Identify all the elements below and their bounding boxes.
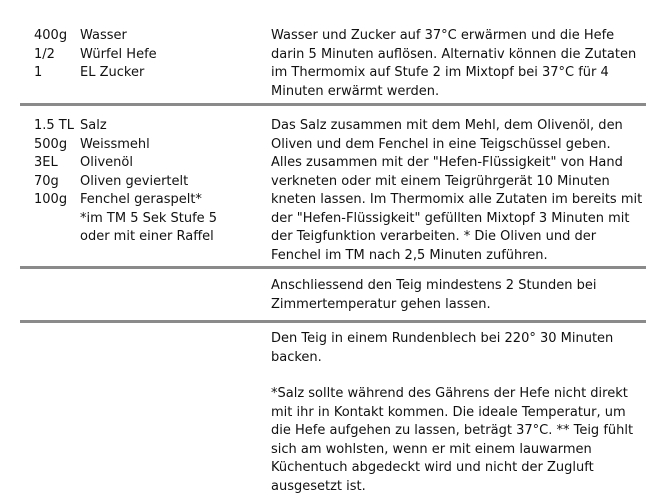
ingredient-list — [34, 27, 254, 83]
section-divider — [20, 266, 646, 269]
instruction-text — [271, 117, 643, 265]
ingredient-row — [34, 117, 254, 136]
ingredient-quantity: 1/2 — [34, 46, 55, 62]
ingredient-name: Olivenöl — [80, 155, 133, 170]
ingredient-name: Fenchel geraspelt* — [80, 192, 202, 207]
ingredient-name: Würfel Hefe — [80, 46, 157, 62]
ingredient-note: *im TM 5 Sek Stufe 5 — [80, 210, 218, 226]
footnote-paragraph: *Salz sollte während des Gährens der Hefe nicht direkt mit ihr in Kontakt kommen. Die ideale Temperatur, um die Hefe aufgehen zu lassen, beträgt 37°C. ** Teig fühlt sich am wohlsten, wenn er mit einem lauwarmen Küchentuch abgedeckt wird und nicht der Zugluft ausgesetzt ist. — [271, 386, 634, 494]
ingredient-name: Oliven geviertelt — [80, 173, 189, 189]
instruction-text — [271, 277, 643, 314]
ingredient-quantity: 1.5 TL — [34, 118, 74, 133]
ingredient-quantity: 400g — [34, 28, 68, 43]
ingredient-quantity: 500g — [34, 136, 68, 152]
ingredient-note: oder mit einer Raffel — [80, 229, 214, 244]
ingredient-row — [34, 64, 254, 83]
ingredient-name: Salz — [80, 118, 107, 133]
ingredient-row — [34, 136, 254, 155]
ingredient-row — [34, 191, 254, 210]
instruction-paragraph: Das Salz zusammen mit dem Mehl, dem Olivenöl, den Oliven und dem Fenchel in eine Teigschüssel geben. Alles zusammen mit der "Hefen-Flüssigkeit" von Hand verkneten oder mit einem Teigrührgerät 10 Minuten kneten lassen. Im Thermomix alle Zutaten im bereits mit der "Hefen-Flüssigkeit" gefüllten Mixtopf 3 Minuten mit der Teigfunktion verarbeiten. * Die Oliven und der Fenchel im TM nach 2,5 Minuten zuführen. — [271, 118, 643, 263]
instruction-paragraph: Den Teig in einem Rundenblech bei 220° 30 Minuten backen. — [271, 331, 614, 365]
ingredient-name: Weissmehl — [80, 136, 150, 152]
ingredient-quantity: 1 — [34, 65, 43, 80]
instruction-text — [271, 330, 643, 496]
instruction-text — [271, 27, 643, 101]
ingredient-note-row — [34, 228, 254, 247]
ingredient-name: EL Zucker — [80, 65, 145, 80]
instruction-paragraph: Wasser und Zucker auf 37°C erwärmen und die Hefe darin 5 Minuten auflösen. Alternativ können die Zutaten im Thermomix auf Stufe 2 im Mixtopf bei 37°C für 4 Minuten erwärmt werden. — [271, 28, 637, 99]
ingredient-note-row — [34, 210, 254, 229]
ingredient-row — [34, 27, 254, 46]
ingredient-row — [34, 173, 254, 192]
ingredient-quantity: 3EL — [34, 155, 58, 170]
ingredient-list — [34, 117, 254, 247]
instruction-paragraph: Anschliessend den Teig mindestens 2 Stunden bei Zimmertemperatur gehen lassen. — [271, 278, 597, 312]
section-divider — [20, 103, 646, 106]
section-divider — [20, 320, 646, 323]
ingredient-quantity: 70g — [34, 173, 59, 189]
ingredient-quantity: 100g — [34, 192, 68, 207]
ingredient-row — [34, 154, 254, 173]
ingredient-row — [34, 46, 254, 65]
ingredient-name: Wasser — [80, 28, 127, 43]
